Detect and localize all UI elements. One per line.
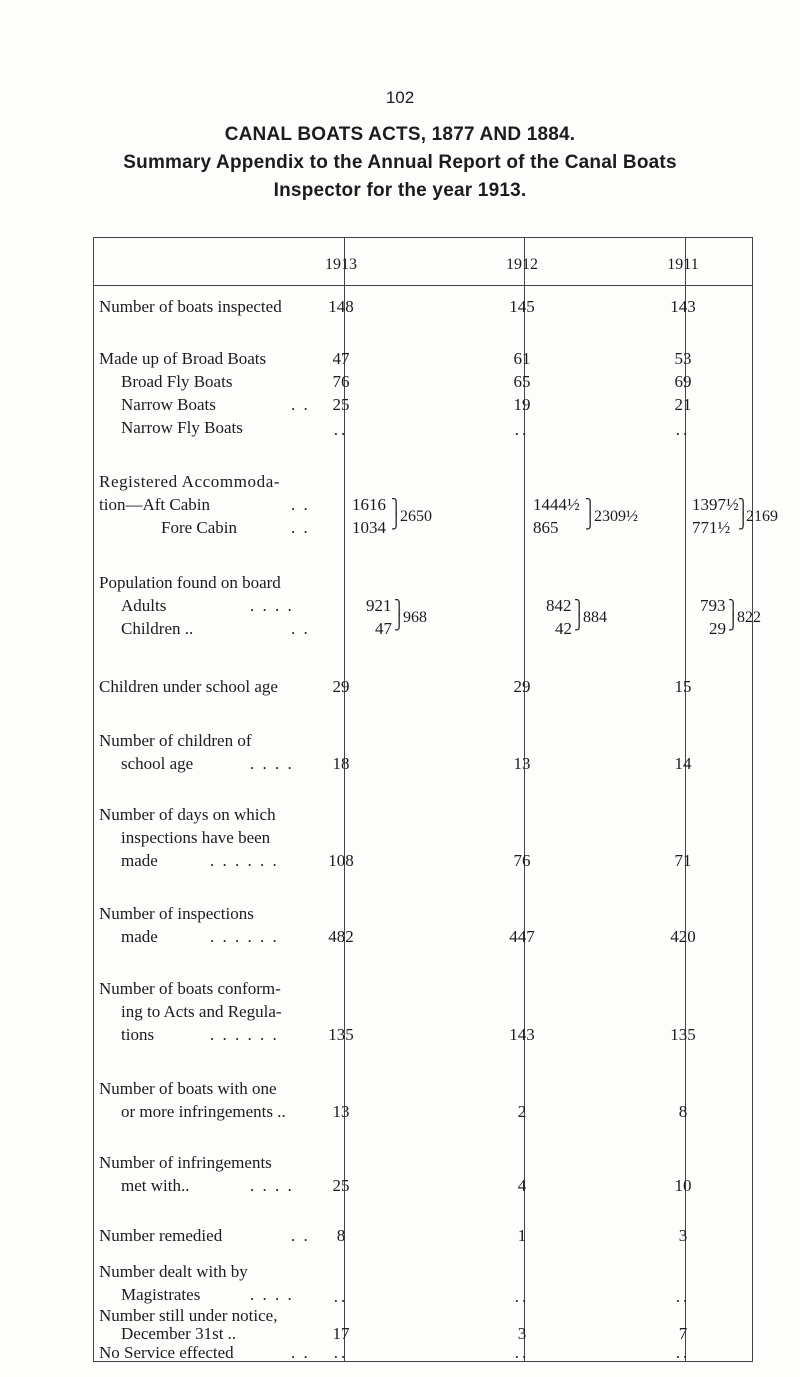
row-label-under-notice: Number still under notice, xyxy=(99,1306,278,1325)
row-label-school-age-cont: school age xyxy=(121,754,194,773)
row-label-conforming-cont: ing to Acts and Regula- xyxy=(121,1002,282,1021)
value-1911: 21 xyxy=(674,395,692,414)
leader-dots: . . . . xyxy=(250,596,294,615)
value-1911: 143 xyxy=(670,297,696,316)
leader-dots: . . xyxy=(291,518,310,537)
value-1911: 14 xyxy=(674,754,692,773)
population-total-1911: 822 xyxy=(737,609,761,626)
column-header-1912: 1912 xyxy=(506,256,538,273)
value-1913: 135 xyxy=(328,1025,354,1044)
brace: ⎫ ⎭ xyxy=(394,601,405,631)
right-border xyxy=(752,237,753,1361)
brace: ⎫ ⎭ xyxy=(574,601,585,631)
population-total-1912: 884 xyxy=(583,609,607,626)
value-1911: .. xyxy=(675,420,691,439)
row-label-narrow-boats: Narrow Boats xyxy=(121,395,216,414)
value-1912: 143 xyxy=(509,1025,535,1044)
leader-dots: . . . . xyxy=(250,1176,294,1195)
value-1912: 76 xyxy=(513,851,531,870)
leader-dots: . . . . . . xyxy=(210,851,279,870)
row-label-fore-cabin: Fore Cabin xyxy=(161,518,238,537)
value-1913: 47 xyxy=(332,349,350,368)
header-rule xyxy=(93,285,753,286)
value-1913: .. xyxy=(333,1343,349,1362)
row-label-days: Number of days on which xyxy=(99,805,276,824)
children-1911: 29 xyxy=(709,619,726,638)
row-label-under-notice-cont: December 31st .. xyxy=(121,1324,237,1343)
value-1913: 18 xyxy=(332,754,350,773)
leader-dots: . . . . . . xyxy=(210,1025,279,1044)
row-label-remedied: Number remedied xyxy=(99,1226,223,1245)
value-1912: 2 xyxy=(517,1102,527,1121)
row-label-children: Children .. xyxy=(121,619,194,638)
value-1913: 482 xyxy=(328,927,354,946)
row-label-inspections-cont: made xyxy=(121,927,158,946)
row-label-infringements: Number of infringements xyxy=(99,1153,272,1172)
table-top-rule xyxy=(93,237,753,238)
row-label-conforming: Number of boats conform- xyxy=(99,979,281,998)
row-label-accommodation: Registered Accommoda- xyxy=(99,472,281,491)
row-label-inspections: Number of inspections xyxy=(99,904,254,923)
value-1913: 108 xyxy=(328,851,354,870)
leader-dots: . . xyxy=(291,1343,310,1362)
adults-1911: 793 xyxy=(700,596,726,615)
value-1911: 7 xyxy=(678,1324,688,1343)
value-1912: 447 xyxy=(509,927,535,946)
row-label-boats-inspected: Number of boats inspected xyxy=(99,297,282,316)
brace: ⎫ ⎭ xyxy=(728,601,739,631)
row-label-magistrates: Number dealt with by xyxy=(99,1262,248,1281)
row-label-days-cont: inspections have been xyxy=(121,828,271,847)
value-1912: 65 xyxy=(513,372,531,391)
value-1911: 3 xyxy=(678,1226,688,1245)
value-1911: 71 xyxy=(674,851,692,870)
value-1912: .. xyxy=(514,420,530,439)
leader-dots: . . . . . . xyxy=(210,927,279,946)
leader-dots: . . . . xyxy=(250,754,294,773)
fore-cabin-1912: 865 xyxy=(533,518,559,537)
value-1911: 8 xyxy=(678,1102,688,1121)
row-label-narrow-fly: Narrow Fly Boats xyxy=(121,418,243,437)
leader-dots: . . xyxy=(291,495,310,514)
children-1913: 47 xyxy=(375,619,392,638)
row-label-infringements-cont: met with.. xyxy=(121,1176,190,1195)
report-subtitle: Summary Appendix to the Annual Report of the Canal Boats xyxy=(123,152,677,173)
value-1911: 53 xyxy=(674,349,692,368)
value-1912: 1 xyxy=(517,1226,527,1245)
value-1912: 3 xyxy=(517,1324,527,1343)
leader-dots: . . . . xyxy=(250,1285,294,1304)
leader-dots: . . xyxy=(291,1226,310,1245)
value-1912: 19 xyxy=(513,395,531,414)
value-1912: 61 xyxy=(513,349,531,368)
row-label-days-cont2: made xyxy=(121,851,158,870)
report-subtitle-cont: Inspector for the year 1913. xyxy=(273,180,527,201)
value-1913: 13 xyxy=(332,1102,350,1121)
value-1911: 10 xyxy=(674,1176,692,1195)
value-1911: 135 xyxy=(670,1025,696,1044)
value-1913: 8 xyxy=(336,1226,346,1245)
value-1913: 29 xyxy=(332,677,350,696)
value-1913: .. xyxy=(333,1287,349,1306)
aft-cabin-1911: 1397½ xyxy=(692,495,739,514)
value-1911: 69 xyxy=(674,372,692,391)
report-title: CANAL BOATS ACTS, 1877 AND 1884. xyxy=(224,124,576,145)
row-label-infringing-boats: Number of boats with one xyxy=(99,1079,277,1098)
value-1911: .. xyxy=(675,1287,691,1306)
value-1913: 25 xyxy=(332,1176,350,1195)
row-label-magistrates-cont: Magistrates xyxy=(121,1285,201,1304)
fore-cabin-1913: 1034 xyxy=(352,518,386,537)
page-number: 102 xyxy=(385,88,415,107)
brace: ⎫ ⎭ xyxy=(585,500,596,530)
aft-cabin-1913: 1616 xyxy=(352,495,386,514)
value-1911: 15 xyxy=(674,677,692,696)
row-label-population: Population found on board xyxy=(99,573,281,592)
row-label-school-age: Number of children of xyxy=(99,731,252,750)
value-1913: .. xyxy=(333,420,349,439)
value-1911: .. xyxy=(675,1343,691,1362)
brace: ⎫ ⎭ xyxy=(391,500,402,530)
row-label-broad-boats: Made up of Broad Boats xyxy=(99,349,267,368)
value-1913: 148 xyxy=(328,297,354,316)
adults-1913: 921 xyxy=(366,596,392,615)
leader-dots: . . xyxy=(291,395,310,414)
adults-1912: 842 xyxy=(546,596,572,615)
value-1912: 29 xyxy=(513,677,531,696)
value-1911: 420 xyxy=(670,927,696,946)
row-label-aft-cabin: tion—Aft Cabin xyxy=(99,495,210,514)
value-1913: 17 xyxy=(332,1324,350,1343)
accommodation-total-1913: 2650 xyxy=(400,508,432,525)
row-label-broad-fly: Broad Fly Boats xyxy=(121,372,233,391)
value-1912: 145 xyxy=(509,297,535,316)
leader-dots: . . xyxy=(291,619,310,638)
value-1913: 25 xyxy=(332,395,350,414)
children-1912: 42 xyxy=(555,619,572,638)
value-1912: .. xyxy=(514,1287,530,1306)
row-label-conforming-cont2: tions xyxy=(121,1025,155,1044)
row-label-no-service: No Service effected xyxy=(99,1343,234,1362)
accommodation-total-1911: 2169 xyxy=(746,508,778,525)
value-1912: 4 xyxy=(517,1176,527,1195)
row-label-adults: Adults xyxy=(121,596,167,615)
column-header-1913: 1913 xyxy=(325,256,357,273)
left-border xyxy=(93,237,94,1361)
accommodation-total-1912: 2309½ xyxy=(594,508,638,525)
row-label-infringing-boats-cont: or more infringements .. xyxy=(121,1102,286,1121)
value-1913: 76 xyxy=(332,372,350,391)
population-total-1913: 968 xyxy=(403,609,427,626)
aft-cabin-1912: 1444½ xyxy=(533,495,580,514)
value-1912: .. xyxy=(514,1343,530,1362)
brace: ⎫ ⎭ xyxy=(738,500,749,530)
column-header-1911: 1911 xyxy=(667,256,699,273)
fore-cabin-1911: 771½ xyxy=(692,518,731,537)
value-1912: 13 xyxy=(513,754,531,773)
row-label-under-school-age: Children under school age xyxy=(99,677,278,696)
